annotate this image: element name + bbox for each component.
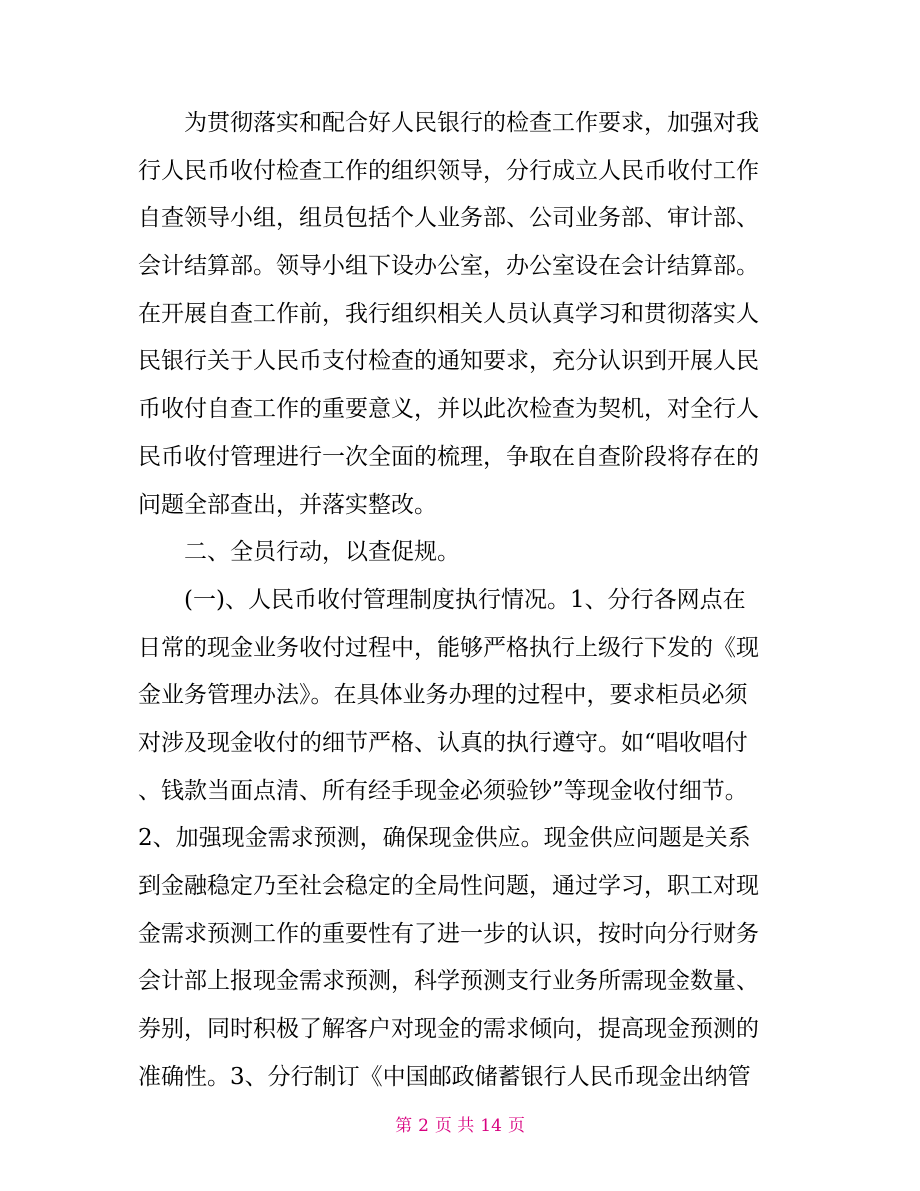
page-label-mid: 页 共 <box>434 1116 475 1136</box>
paragraph-line: 2、加强现金需求预测，确保现金供应。现金供应问题是关系 <box>138 825 751 852</box>
document-body <box>138 100 798 1101</box>
paragraph-line: 行人民币收付检查工作的组织领导，分行成立人民币收付工作 <box>138 157 759 184</box>
current-page-number: 2 <box>418 1116 429 1136</box>
paragraph-line: 日常的现金业务收付过程中，能够严格执行上级行下发的《现 <box>138 634 759 661</box>
paragraph-line: (一)、人民币收付管理制度执行情况。1、分行各网点在 <box>184 586 746 613</box>
paragraph-line: 民币收付管理进行一次全面的梳理，争取在自查阶段将存在的 <box>138 443 759 470</box>
paragraph-line: 在开展自查工作前，我行组织相关人员认真学习和贯彻落实人 <box>138 300 759 327</box>
paragraph-line: 对涉及现金收付的细节严格、认真的执行遵守。如“唱收唱付 <box>138 729 748 756</box>
page-footer <box>0 1111 920 1136</box>
paragraph-line: 自查领导小组，组员包括个人业务部、公司业务部、审计部、 <box>138 205 759 232</box>
paragraph-line: 会计部上报现金需求预测，科学预测支行业务所需现金数量、 <box>138 968 759 995</box>
paragraph-line: 准确性。3、分行制订《中国邮政储蓄银行人民币现金出纳管 <box>138 1063 751 1090</box>
page-label-suffix: 页 <box>507 1116 525 1136</box>
paragraph-line: 币收付自查工作的重要意义，并以此次检查为契机，对全行人 <box>138 396 759 423</box>
paragraph-line: 金业务管理办法》。在具体业务办理的过程中，要求柜员必须 <box>138 682 748 709</box>
paragraph-line: 民银行关于人民币支付检查的通知要求，充分认识到开展人民 <box>138 348 759 375</box>
paragraph-line: 问题全部查出，并落实整改。 <box>138 491 437 518</box>
total-pages-number: 14 <box>480 1116 502 1136</box>
page-label-prefix: 第 <box>395 1116 413 1136</box>
paragraph-line: 为贯彻落实和配合好人民银行的检查工作要求，加强对我 <box>184 110 759 136</box>
paragraph-line: 金需求预测工作的重要性有了进一步的认识，按时向分行财务 <box>138 920 759 947</box>
paragraph-line: 会计结算部。领导小组下设办公室，办公室设在会计结算部。 <box>138 253 759 280</box>
section-heading: 二、全员行动，以查促规。 <box>184 539 460 566</box>
paragraph-line: 到金融稳定乃至社会稳定的全局性问题，通过学习，职工对现 <box>138 873 759 899</box>
paragraph-line: 、钱款当面点清、所有经手现金必须验钞”等现金收付细节。 <box>138 777 748 804</box>
paragraph-line: 券别，同时积极了解客户对现金的需求倾向，提高现金预测的 <box>138 1016 759 1043</box>
